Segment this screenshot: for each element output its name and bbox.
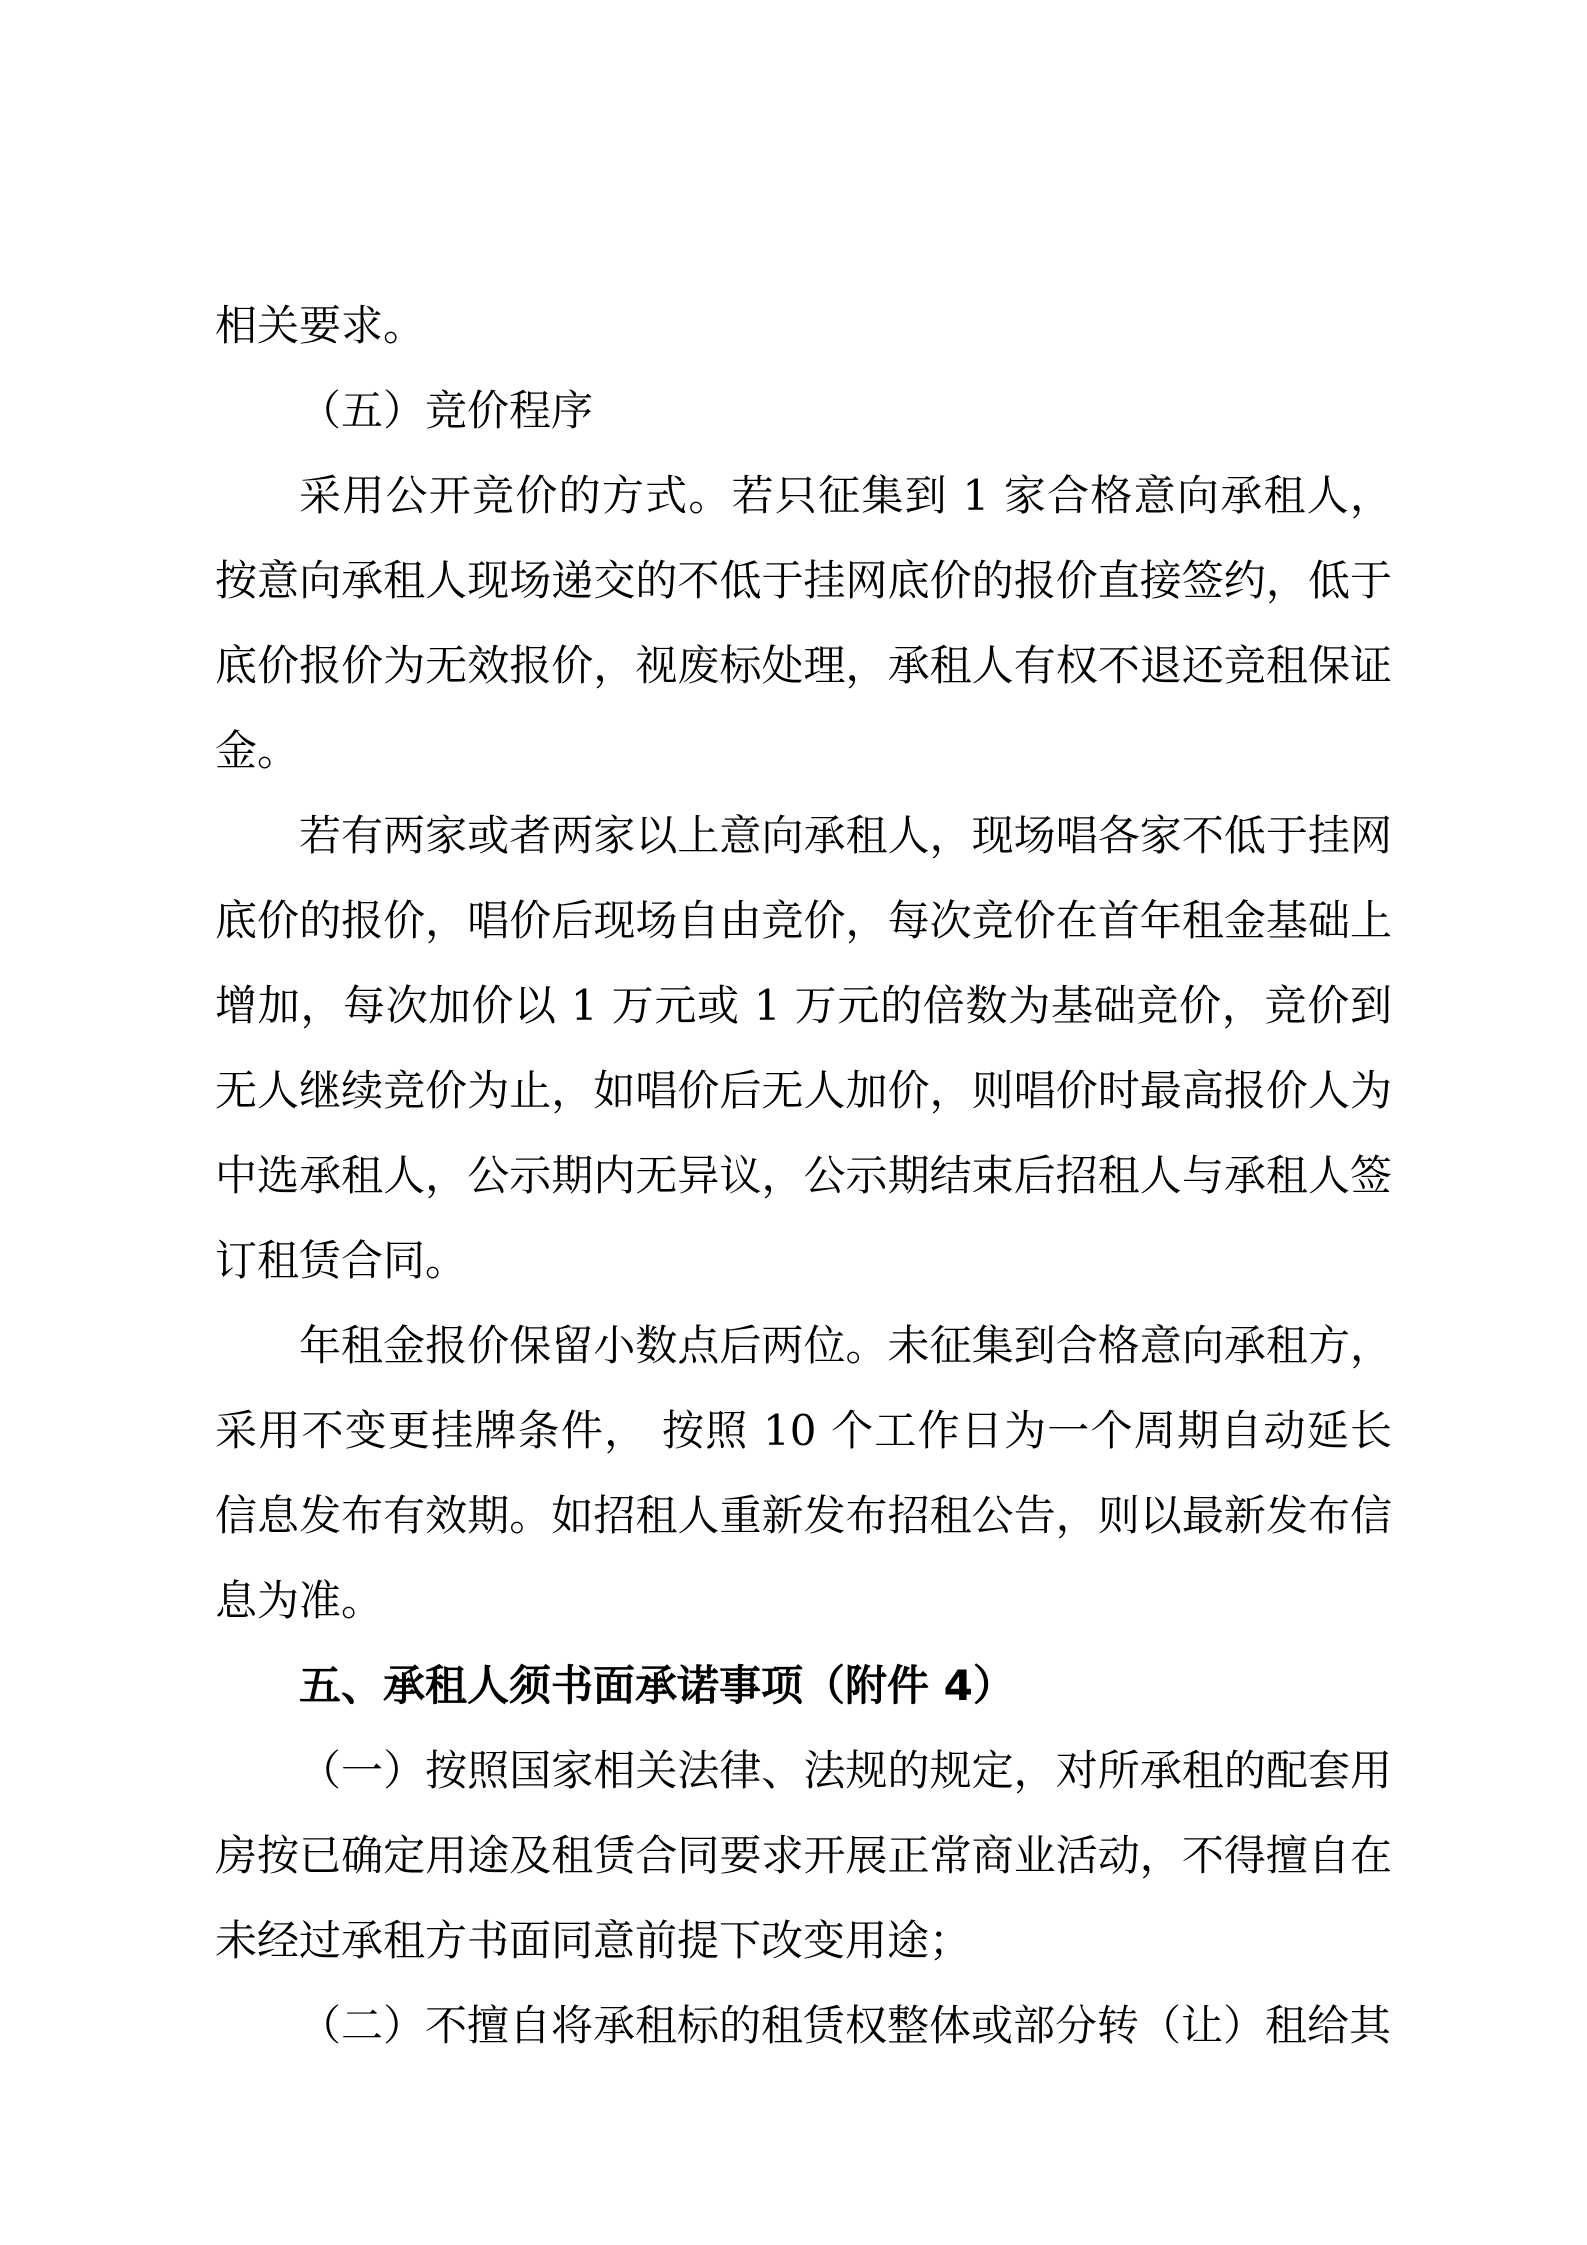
subheading-bidding-procedure: （五）竞价程序 xyxy=(299,386,594,435)
section-heading-written-commitments: 五、承租人须书面承诺事项（附件 4） xyxy=(299,1661,1015,1710)
paragraph-commitment-1: （一）按照国家相关法律、法规的规定，对所承租的配套用房按已确定用途及租赁合同要求开展正常商业活动，不得擅自在未经过承租方书面同意前提下改变用途； xyxy=(215,1746,1392,1965)
paragraph-commitment-2: （二）不擅自将承租标的租赁权整体或部分转（让）租给其 xyxy=(299,2001,1392,2050)
paragraph-single-bidder-rule: 采用公开竞价的方式。若只征集到 1 家合格意向承租人，按意向承租人现场递交的不低于挂网底价的报价直接签约，低于底价报价为无效报价，视废标处理，承租人有权不退还竞租保证金。 xyxy=(215,471,1392,775)
paragraph-quote-extension-rule: 年租金报价保留小数点后两位。未征集到合格意向承租方，采用不变更挂牌条件， 按照 10 个工作日为一个周期自动延长信息发布有效期。如招租人重新发布招租公告，则以最新发布信息为准。 xyxy=(215,1321,1392,1625)
paragraph-multiple-bidder-rule: 若有两家或者两家以上意向承租人，现场唱各家不低于挂网底价的报价，唱价后现场自由竞价，每次竞价在首年租金基础上增加，每次加价以 1 万元或 1 万元的倍数为基础竞价，竞价到无人继续竞价为止，如唱价后无人加价，则唱价时最高报价人为中选承租人，公示期内无异议，公示期结束后招租人与承租人签订租赁合同。 xyxy=(215,811,1392,1285)
paragraph-continuation: 相关要求。 xyxy=(215,301,426,350)
